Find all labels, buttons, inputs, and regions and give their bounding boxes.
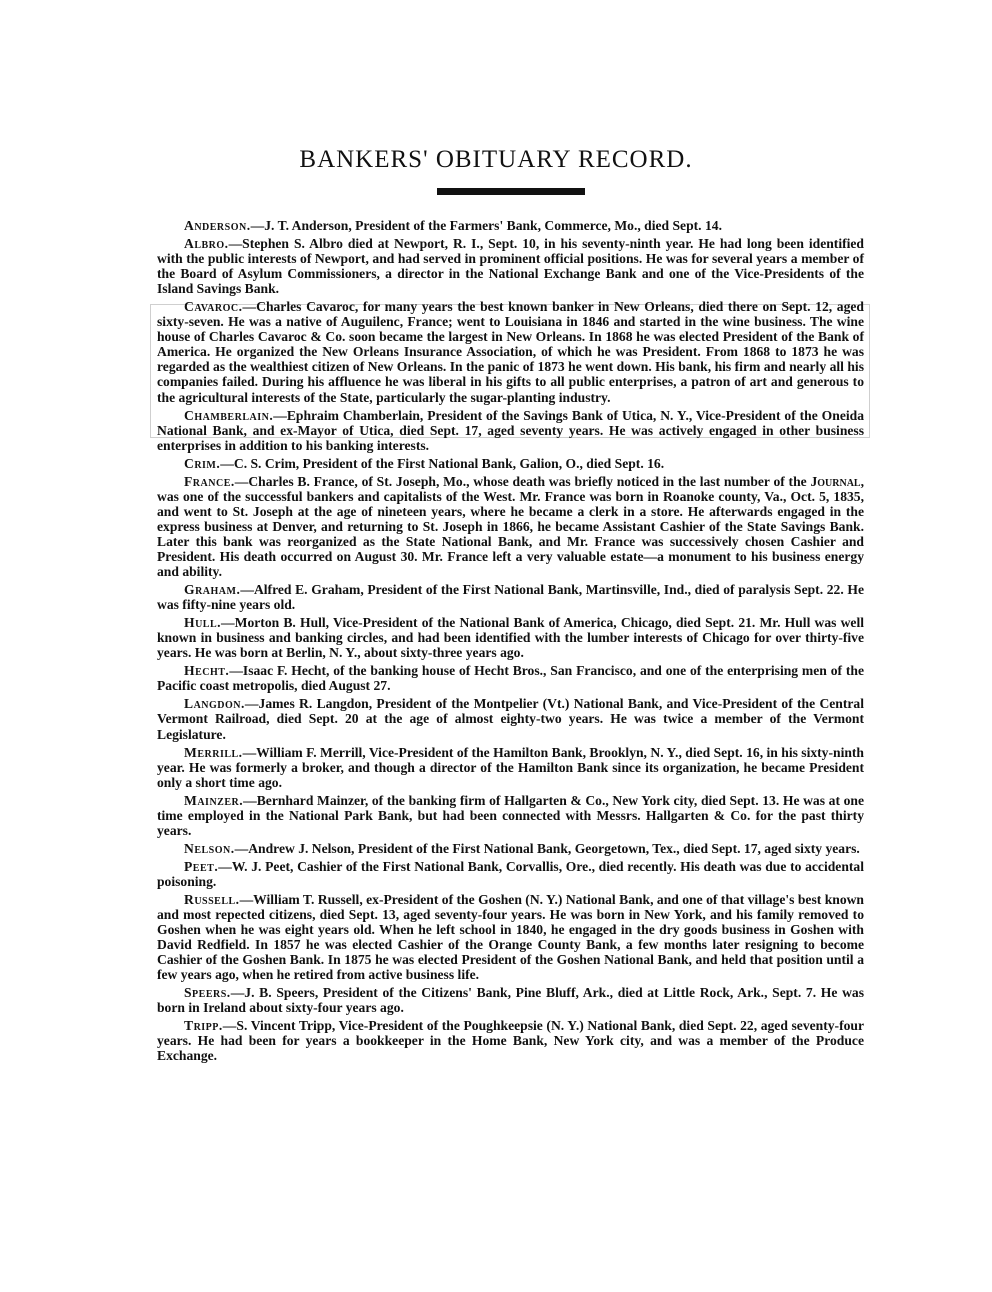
entry-text: —Ephraim Chamberlain, President of the Savings Bank of Utica, N. Y., Vice-President of the Oneida National Bank, and ex-Mayor of Utica, died Sept. 17, aged seventy years. He was actively engaged in other business enterprises in addition to his banking interests. — [157, 407, 864, 453]
entry-name: Anderson. — [184, 218, 251, 233]
entry-text: —W. J. Peet, Cashier of the First National Bank, Corvallis, Ore., died recently. His death was due to accidental poisoning. — [157, 858, 864, 889]
entry-text: —William T. Russell, ex-President of the Goshen (N. Y.) National Bank, and one of that village's best known and most repected citizens, died Sept. 13, aged seventy-four years. He was born in New York, and his family removed to Goshen when he was eight years old. When he left school in 1840, he engaged in the dry goods business in Goshen with David Redfield. In 1857 he was elected Cashier of the Orange County Bank, a few months later resigning to become Cashier of the Goshen Bank. In 1875 he was elected President of the Goshen National Bank, and held that position until a few years ago, when he retired from active business life. — [157, 891, 864, 983]
entry-text: —Charles B. France, of St. Joseph, Mo., whose death was briefly noticed in the last number of the — [234, 473, 811, 489]
entry-graham — [157, 582, 864, 612]
entry-text: —S. Vincent Tripp, Vice-President of the Poughkeepsie (N. Y.) National Bank, died Sept. 22, aged seventy-four years. He had been for years a bookkeeper in the Home Bank, New York city, and was a member of the Produce Exchange. — [157, 1018, 864, 1064]
entry-cavaroc — [157, 299, 864, 404]
entry-name: Graham. — [184, 582, 241, 598]
entry-name: Hull. — [184, 615, 222, 631]
entry-hull — [157, 615, 864, 660]
entry-name: Tripp. — [184, 1018, 223, 1034]
entry-langdon — [157, 696, 864, 741]
entry-text: —Isaac F. Hecht, of the banking house of Hecht Bros., San Francisco, and one of the enterprising men of the Pacific coast metropolis, died August 27. — [157, 663, 864, 694]
entry-france — [157, 474, 864, 579]
entry-name: Crim. — [184, 455, 221, 471]
entry-name: Chamberlain. — [184, 407, 274, 423]
entry-nelson — [157, 841, 864, 856]
entry-text: , was one of the successful bankers and capitalists of the West. Mr. France was born in Roanoke county, Va., Oct. 5, 1835, and went to St. Joseph at the age of nineteen years, where he became a clerk in a store. He afterwards engaged in the express business at Denver, and returning to St. Joseph in 1866, he became Assistant Cashier of the State Savings Bank. Later this bank was reorganized as the State National Bank, and Mr. France was successively chosen Cashier and President. His death occurred on August 30. Mr. France left a very valuable estate—a monument to his business energy and ability. — [157, 473, 864, 580]
entry-name: Speers. — [184, 985, 231, 1001]
entry-name: Russell. — [184, 891, 240, 907]
journal-name: Journal — [810, 473, 861, 489]
entry-text: —Alfred E. Graham, President of the First National Bank, Martinsville, Ind., died of paralysis Sept. 22. He was fifty-nine years old. — [157, 582, 864, 613]
entry-name: Merrill. — [184, 744, 243, 760]
entry-text: —J. T. Anderson, President of the Farmers' Bank, Commerce, Mo., died Sept. 14. — [250, 218, 722, 233]
entry-russell — [157, 892, 864, 982]
entry-name: Peet. — [184, 858, 219, 874]
entry-name: Langdon. — [184, 696, 245, 712]
entry-name: Nelson. — [184, 840, 235, 856]
page-title: BANKERS' OBITUARY RECORD. — [299, 146, 693, 173]
entry-tripp — [157, 1018, 864, 1063]
entry-hecht — [157, 663, 864, 693]
obituary-list — [157, 218, 864, 1066]
entry-speers — [157, 985, 864, 1015]
entry-text: —William F. Merrill, Vice-President of the Hamilton Bank, Brooklyn, N. Y., died Sept. 16, in his sixty-ninth year. He was formerly a broker, and though a director of the Hamilton Bank since its organization, he became President only a short time ago. — [157, 744, 864, 790]
entry-name: France. — [184, 473, 235, 489]
entry-albro — [157, 236, 864, 296]
entry-text: —Andrew J. Nelson, President of the First National Bank, Georgetown, Tex., died Sept. 17, aged sixty years. — [234, 840, 860, 856]
entry-mainzer — [157, 793, 864, 838]
entry-name: Mainzer. — [184, 792, 244, 808]
entry-name: Hecht. — [184, 663, 230, 679]
entry-text: —J. B. Speers, President of the Citizens' Bank, Pine Bluff, Ark., died at Little Rock, Ark., Sept. 7. He was born in Ireland about sixty-four years ago. — [157, 985, 864, 1016]
entry-text: —Charles Cavaroc, for many years the best known banker in New Orleans, died there on Sept. 12, aged sixty-seven. He was a native of Auguilenc, France; went to Louisiana in 1846 and started in the wine business. The wine house of Charles Cavaroc & Co. soon became the largest in New Orleans. In 1868 he was elected President of the Bank of America. He organized the New Orleans Insurance Association, of which he was President. From 1868 to 1873 he was regarded as the wealthiest citizen of New Orleans. In the panic of 1873 he went down. His bank, his firm and nearly all his companies failed. During his affluence he was liberal in his gifts to all public enterprises, a patron of art and generous to the agricultural interests of the State, particularly the sugar-planting industry. — [157, 299, 864, 405]
entry-text: —Morton B. Hull, Vice-President of the National Bank of America, Chicago, died Sept. 21. Mr. Hull was well known in business and banking circles, and had been identified with the lumber interests of Chicago for over thirty-five years. He was born at Berlin, N. Y., about sixty-three years ago. — [157, 615, 864, 661]
entry-anderson — [157, 218, 864, 233]
entry-peet — [157, 859, 864, 889]
entry-text: —James R. Langdon, President of the Montpelier (Vt.) National Bank, and Vice-President of the Central Vermont Railroad, died Sept. 20 at the age of almost eighty-two years. He was twice a member of the Vermont Legislature. — [157, 696, 864, 742]
title-rule — [437, 188, 585, 195]
entry-crim — [157, 456, 864, 471]
entry-text: —C. S. Crim, President of the First National Bank, Galion, O., died Sept. 16. — [220, 455, 665, 471]
entry-name: Albro. — [184, 236, 229, 252]
entry-text: —Bernhard Mainzer, of the banking firm of Hallgarten & Co., New York city, died Sept. 13. He was at one time employed in the National Park Bank, but had been connected with Messrs. Hallgarten & Co. for the past thirty years. — [157, 792, 864, 838]
entry-text: —Stephen S. Albro died at Newport, R. I., Sept. 10, in his seventy-ninth year. He had long been identified with the public interests of Newport, and had served in prominent official positions. He was for several years a member of the Board of Asylum Commissioners, a director in the National Exchange Bank and one of the Vice-Presidents of the Island Savings Bank. — [157, 236, 864, 297]
entry-merrill — [157, 745, 864, 790]
entry-chamberlain — [157, 408, 864, 453]
entry-name: Cavaroc. — [184, 299, 243, 315]
